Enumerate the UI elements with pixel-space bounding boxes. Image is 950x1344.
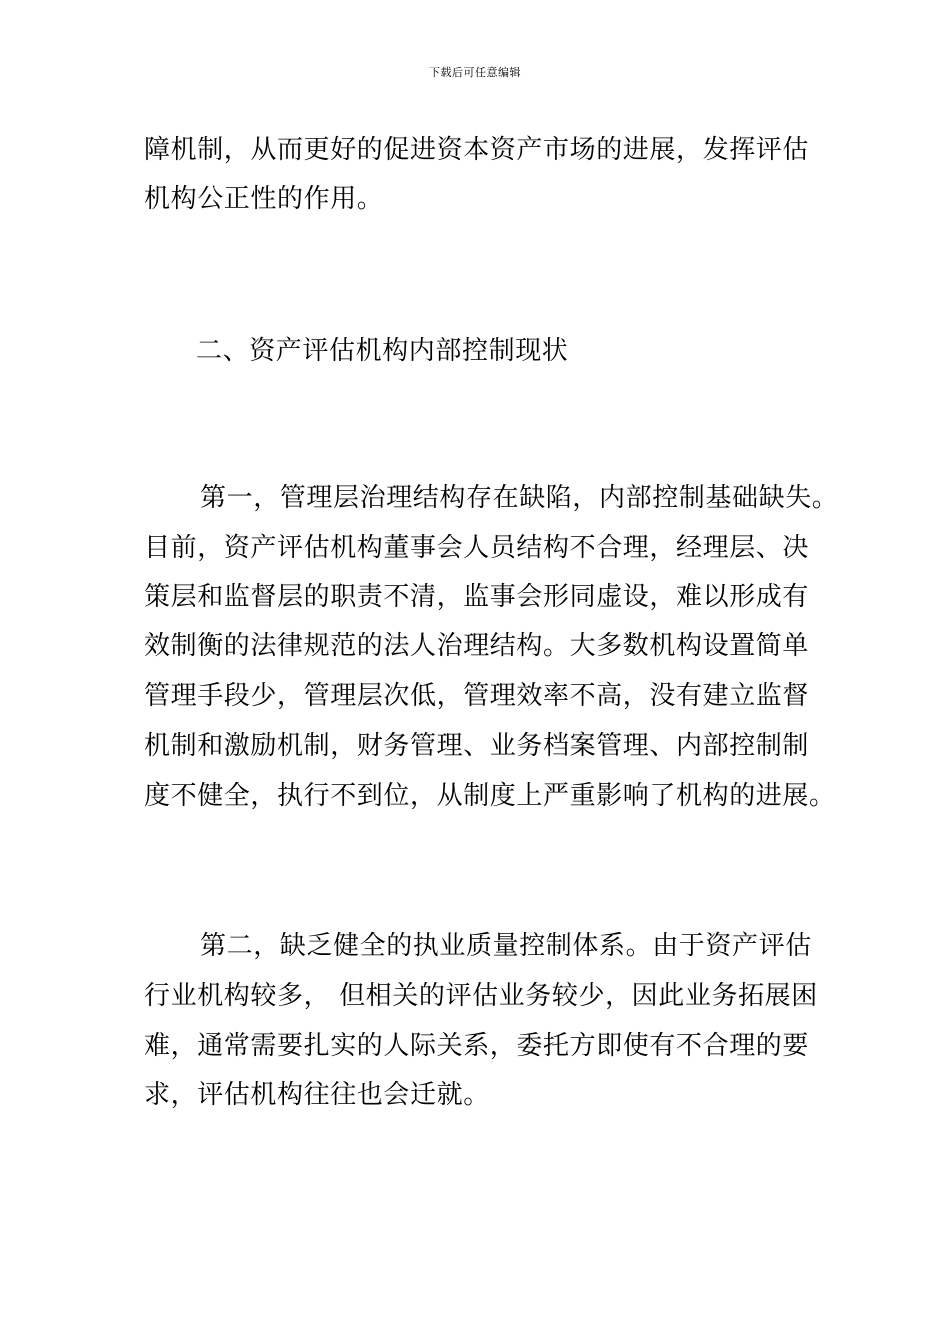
intro-line-1: 障机制，从而更好的促进资本资产市场的进展，发挥评估 — [144, 135, 810, 165]
section-heading: 二、资产评估机构内部控制现状 — [196, 336, 569, 366]
para1-line-5: 管理手段少，管理层次低，管理效率不高，没有建立监督 — [144, 681, 810, 711]
para2-line-1: 第二，缺乏健全的执业质量控制体系。由于资产评估 — [200, 931, 812, 961]
para1-line-6: 机制和激励机制，财务管理、业务档案管理、内部控制制 — [144, 731, 810, 761]
para1-line-4: 效制衡的法律规范的法人治理结构。大多数机构设置简单 — [144, 631, 810, 661]
para1-line-7: 度不健全，执行不到位，从制度上严重影响了机构的进展。 — [144, 781, 836, 811]
para2-line-3: 难，通常需要扎实的人际关系，委托方即使有不合理的要 — [144, 1031, 810, 1061]
para1-line-3: 策层和监督层的职责不清，监事会形同虚设，难以形成有 — [144, 582, 810, 612]
para2-line-2: 行业机构较多， 但相关的评估业务较少，因此业务拓展困 — [144, 981, 818, 1011]
para2-line-4: 求，评估机构往往也会迁就。 — [144, 1080, 490, 1110]
intro-line-2: 机构公正性的作用。 — [144, 184, 384, 214]
para1-line-1: 第一，管理层治理结构存在缺陷，内部控制基础缺失。 — [200, 483, 839, 513]
page-header-note: 下载后可任意编辑 — [429, 66, 521, 79]
para1-line-2: 目前，资产评估机构董事会人员结构不合理，经理层、决 — [144, 533, 810, 563]
